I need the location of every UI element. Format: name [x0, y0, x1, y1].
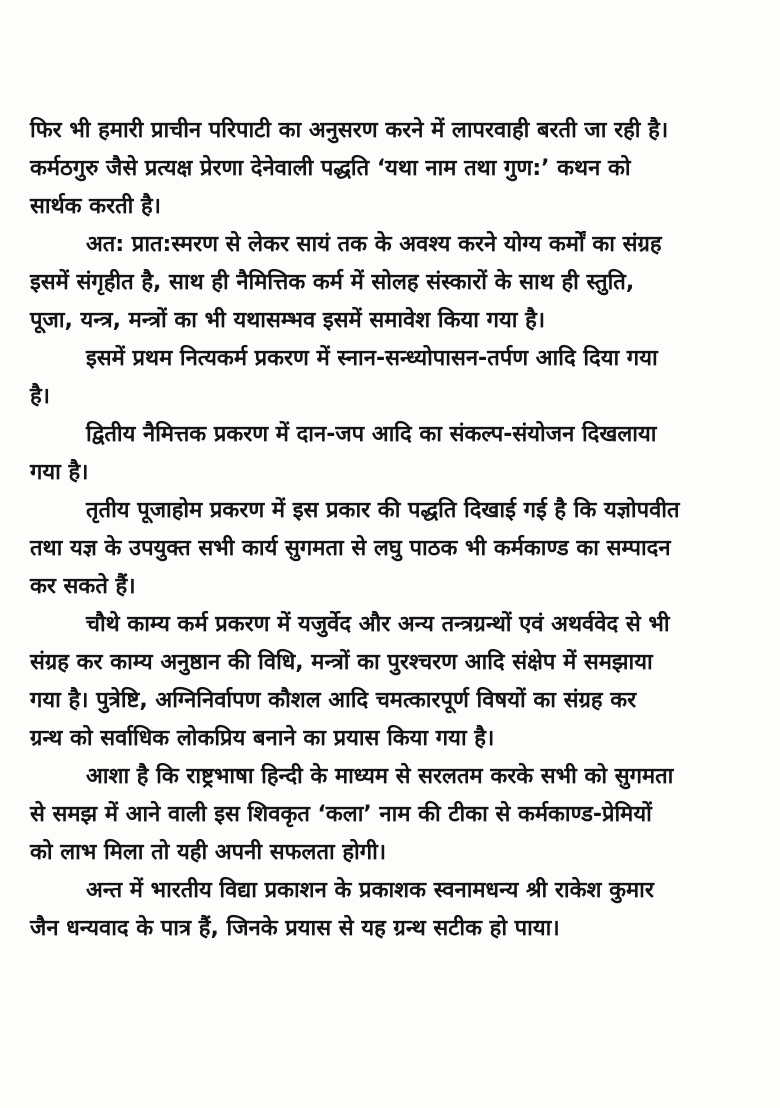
paragraph-4	[30, 416, 762, 492]
text-line: चौथे काम्य कर्म प्रकरण में यजुर्वेद और अन्य तन्त्रग्रन्थों एवं अथर्ववेद से भी	[86, 612, 670, 637]
paragraph-8	[30, 872, 762, 948]
text-line: इसमें प्रथम नित्यकर्म प्रकरण में स्नान-सन्ध्योपासन-तर्पण आदि दिया गया	[86, 346, 658, 371]
text-line: को लाभ मिला तो यही अपनी सफलता होगी।	[30, 840, 387, 865]
text-line: गया है। पुत्रेष्टि, अग्निनिर्वापण कौशल आदि चमत्कारपूर्ण विषयों का संग्रह कर	[30, 688, 637, 713]
text-line: अन्त में भारतीय विद्या प्रकाशन के प्रकाशक स्वनामधन्य श्री राकेश कुमार	[86, 878, 654, 903]
text-line: कर्मठगुरु जैसे प्रत्यक्ष प्रेरणा देनेवाली पद्धति ‘यथा नाम तथा गुण:’ कथन को	[30, 156, 631, 181]
paragraph-5	[30, 492, 762, 606]
text-line: है।	[30, 384, 51, 409]
paragraph-1	[30, 112, 762, 226]
text-line: कर सकते हैं।	[30, 574, 136, 599]
text-line: से समझ में आने वाली इस शिवकृत ‘कला’ नाम की टीका से कर्मकाण्ड-प्रेमियों	[30, 802, 652, 827]
text-line: अत: प्रात:स्मरण से लेकर सायं तक के अवश्य करने योग्य कर्मों का संग्रह	[86, 232, 662, 257]
text-line: गया है।	[30, 460, 89, 485]
text-line: द्वितीय नैमित्तक प्रकरण में दान-जप आदि का संकल्प-संयोजन दिखलाया	[86, 422, 657, 447]
body-text	[30, 112, 762, 948]
paragraph-7	[30, 758, 762, 872]
text-line: पूजा, यन्त्र, मन्त्रों का भी यथासम्भव इसमें समावेश किया गया है।	[30, 308, 546, 333]
text-line: आशा है कि राष्ट्रभाषा हिन्दी के माध्यम से सरलतम करके सभी को सुगमता	[86, 764, 674, 789]
text-line: ग्रन्थ को सर्वाधिक लोकप्रिय बनाने का प्रयास किया गया है।	[30, 726, 495, 751]
text-line: तृतीय पूजाहोम प्रकरण में इस प्रकार की पद्धति दिखाई गई है कि यज्ञोपवीत	[86, 498, 680, 523]
text-line: जैन धन्यवाद के पात्र हैं, जिनके प्रयास से यह ग्रन्थ सटीक हो पाया।	[30, 916, 560, 941]
text-line: सार्थक करती है।	[30, 194, 161, 219]
paragraph-3	[30, 340, 762, 416]
paragraph-2	[30, 226, 762, 340]
paragraph-6	[30, 606, 762, 758]
text-line: फिर भी हमारी प्राचीन परिपाटी का अनुसरण करने में लापरवाही बरती जा रही है।	[30, 118, 669, 143]
text-line: इसमें संगृहीत है, साथ ही नैमित्तिक कर्म में सोलह संस्कारों के साथ ही स्तुति,	[30, 270, 635, 295]
text-line: तथा यज्ञ के उपयुक्त सभी कार्य सुगमता से लघु पाठक भी कर्मकाण्ड का सम्पादन	[30, 536, 671, 561]
text-line: संग्रह कर काम्य अनुष्ठान की विधि, मन्त्रों का पुरश्चरण आदि संक्षेप में समझाया	[30, 650, 653, 675]
